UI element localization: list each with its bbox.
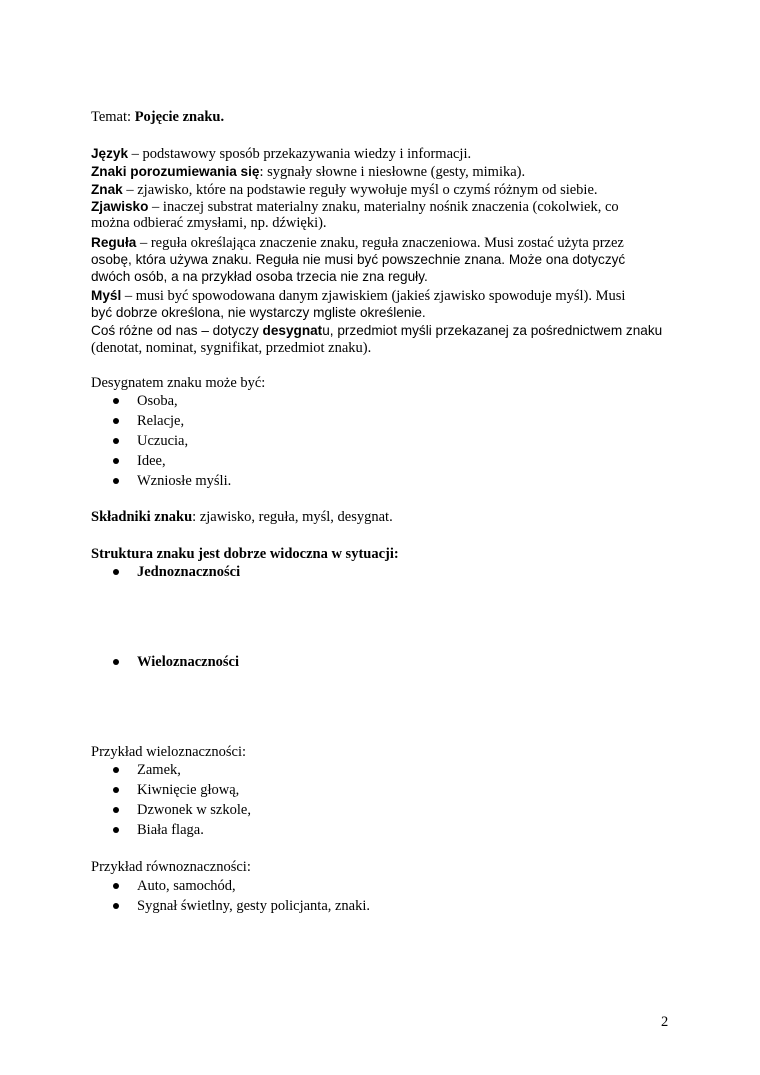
- term-znaki: Znaki porozumiewania się: [91, 164, 260, 179]
- bullet-icon: [113, 398, 119, 404]
- term-znak: Znak: [91, 182, 123, 197]
- topic-line: [91, 109, 224, 126]
- structure-heading: Struktura znaku jest dobrze widoczna w sytuacji:: [91, 546, 399, 562]
- ambiguity-heading: Przykład wieloznaczności:: [91, 744, 247, 760]
- def-desygnat-pre: Coś różne od nas – dotyczy: [91, 323, 263, 338]
- bullet-icon: [113, 478, 119, 484]
- def-znak-text: – zjawisko, które na podstawie reguły wywołuje myśl o czymś różnym od siebie.: [122, 182, 598, 198]
- def-desygnat: [91, 322, 662, 339]
- bullet-icon: [113, 903, 119, 909]
- bullet-icon: [113, 767, 119, 773]
- bullet-icon: [113, 787, 119, 793]
- def-jezyk: [91, 145, 471, 163]
- bullet-icon: [113, 458, 119, 464]
- bullet-icon: [113, 438, 119, 444]
- bullet-icon: [113, 659, 119, 665]
- list-item: Dzwonek w szkole,: [137, 802, 251, 818]
- list-item: Osoba,: [137, 393, 178, 409]
- list-item: Idee,: [137, 453, 166, 469]
- bullet-icon: [113, 827, 119, 833]
- topic-title: Pojęcie znaku.: [134, 109, 225, 125]
- def-zjawisko: [91, 198, 619, 216]
- def-znaki-text: : sygnały słowne i niesłowne (gesty, mimika).: [259, 164, 526, 180]
- topic-label: Temat:: [91, 109, 132, 125]
- def-regula-line1: – reguła określająca znaczenie znaku, reguła znaczeniowa. Musi zostać użyta przez: [136, 235, 624, 251]
- bullet-icon: [113, 807, 119, 813]
- components-line: [91, 509, 393, 526]
- def-zjawisko-line1: – inaczej substrat materialny znaku, materialny nośnik znaczenia (cokolwiek, co: [148, 199, 619, 215]
- list-item: Relacje,: [137, 413, 185, 429]
- bullet-icon: [113, 418, 119, 424]
- list-item: Biała flaga.: [137, 822, 204, 838]
- def-mysl: [91, 287, 625, 305]
- def-regula-line2: osobę, która używa znaku. Reguła nie musi być powszechnie znana. Może ona dotyczyć: [91, 252, 626, 267]
- def-desygnat-line2: (denotat, nominat, sygnifikat, przedmiot znaku).: [91, 340, 372, 356]
- list-item: Zamek,: [137, 762, 181, 778]
- term-regula: Reguła: [91, 235, 137, 250]
- designat-heading: Desygnatem znaku może być:: [91, 375, 266, 391]
- def-jezyk-text: – podstawowy sposób przekazywania wiedzy i informacji.: [128, 146, 472, 162]
- def-mysl-line1: – musi być spowodowana danym zjawiskiem (jakieś zjawisko spowoduje myśl). Musi: [121, 288, 626, 304]
- def-regula-line3: dwóch osób, a na przykład osoba trzecia nie zna reguły.: [91, 269, 428, 284]
- bullet-icon: [113, 883, 119, 889]
- list-item: Sygnał świetlny, gesty policjanta, znaki.: [137, 898, 371, 914]
- list-item: Wzniosłe myśli.: [137, 473, 232, 489]
- def-zjawisko-line2: można odbierać zmysłami, np. dźwięki).: [91, 215, 327, 231]
- page-number: 2: [661, 1014, 669, 1030]
- list-item: Uczucia,: [137, 433, 189, 449]
- term-zjawisko: Zjawisko: [91, 199, 149, 214]
- def-desygnat-line1: u, przedmiot myśli przekazanej za pośrednictwem znaku: [322, 323, 663, 338]
- def-regula: [91, 234, 624, 252]
- def-znaki: [91, 163, 525, 181]
- structure-item-ambiguity: Wieloznaczności: [137, 654, 240, 670]
- list-item: Auto, samochód,: [137, 878, 236, 894]
- synonymy-heading: Przykład równoznaczności:: [91, 859, 251, 875]
- term-desygnat: desygnat: [262, 323, 323, 338]
- def-mysl-line2: być dobrze określona, nie wystarczy mgliste określenie.: [91, 305, 426, 320]
- list-item: Kiwnięcie głową,: [137, 782, 240, 798]
- components-text: : zjawisko, reguła, myśl, desygnat.: [192, 509, 393, 525]
- def-znak: [91, 181, 598, 199]
- components-term: Składniki znaku: [91, 509, 193, 525]
- bullet-icon: [113, 569, 119, 575]
- term-jezyk: Język: [91, 146, 129, 161]
- term-mysl: Myśl: [91, 288, 122, 303]
- structure-item-unambiguity: Jednoznaczności: [137, 564, 241, 580]
